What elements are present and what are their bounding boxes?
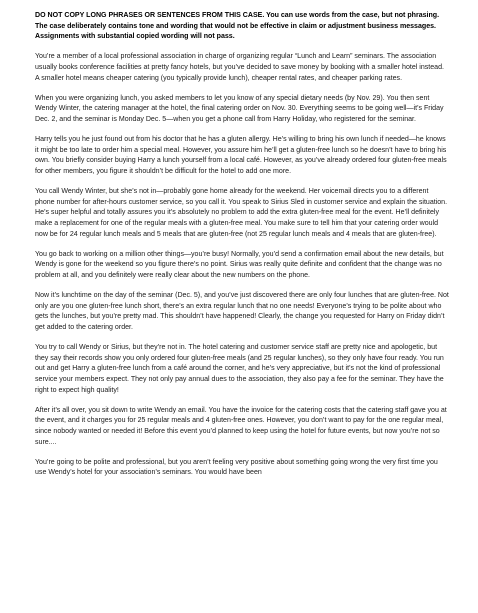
document-page	[35, 11, 449, 488]
paragraph-catering-order: When you were organizing lunch, you asked members to let you know of any special dietary needs (by Nov. 29). You then sent Wendy Winter, the catering manager at the hotel, the final catering order on Nov. 30. Everything seems to be going well—it’s Friday Dec. 2, and the seminar is Monday Dec. 5—when you get a phone call from Harry Holiday, who registered for the seminar.	[35, 94, 444, 123]
paragraph-no-confirmation: You go back to working on a million other things—you’re busy! Normally, you’d send a confirmation email about the new details, but Wendy is gone for the weekend so you figure there’s no point. Sirius was really quite definite and confident that the change was no problem at all, and you definitely were really clear about the new numbers on the phone.	[35, 250, 444, 279]
paragraph-setting: You’re a member of a local professional association in charge of organizing regular “Lunch and Learn” seminars. The association usually books conference facilities at pretty fancy hotels, but you’ve decided to save money by booking with a smaller hotel instead. A smaller hotel means cheaper catering (you typically provide lunch), cheaper rental rates, and cheaper parking rates.	[35, 53, 444, 82]
copy-warning-notice: DO NOT COPY LONG PHRASES OR SENTENCES FROM THIS CASE. You can use words from the case, but not phrasing. The case deliberately contains tone and wording that would not be effective in claim or adjustment business messages. Assignments with substantial copied wording will not pass.	[35, 12, 440, 41]
paragraph-harry-allergy: Harry tells you he just found out from his doctor that he has a gluten allergy. He’s willing to bring his own lunch if needed—he knows it might be too late to order him a special meal. However, you assure him he’ll get a gluten-free lunch so he doesn’t have to bring his own. You briefly consider buying Harry a lunch yourself from a local café. However, as you’ve already ordered four gluten-free meals for other members, you figure it shouldn’t be difficult for the hotel to add one more.	[35, 135, 447, 175]
paragraph-invoice: After it’s all over, you sit down to write Wendy an email. You have the invoice for the catering costs that the catering staff gave you at the event, and it charges you for 25 regular meals and 4 gluten-free ones. However, you don’t want to pay for the one regular meal, since nobody wanted or needed it! Before this event you’d planned to keep using the hotel for future events, but now you’re not so sure....	[35, 406, 447, 446]
paragraph-call-sirius: You call Wendy Winter, but she’s not in—probably gone home already for the weekend. Her voicemail directs you to a different phone number for after-hours customer service, so you call it. You speak to Sirius Sled in customer service and explain the situation. He’s super helpful and totally assures you it’s absolutely no problem to add the extra gluten-free meal for the event. He’ll definitely make a replacement for one of the regular meals with a gluten-free meal. You make sure to tell him that your catering order would now be for 24 regular lunch meals and 5 meals that are gluten-free (not 25 regular lunch meals and 4 meals that are gluten-free).	[35, 187, 448, 238]
paragraph-closing: You’re going to be polite and professional, but you aren’t feeling very positive about something going wrong the very first time you use Wendy’s hotel for your association’s seminars. You would have been	[35, 458, 438, 477]
paragraph-lunch-shortage: Now it’s lunchtime on the day of the seminar (Dec. 5), and you’ve just discovered there are only four lunches that are gluten-free. Not only are you one gluten-free lunch short, there’s an extra regular lunch that no one needs! Everyone’s trying to be polite about who gets the lunches, but you’re pretty mad. This shouldn’t have happened! Clearly, the change you requested for Harry on Friday didn’t get added to the catering order.	[35, 291, 449, 331]
paragraph-hotel-response: You try to call Wendy or Sirius, but they’re not in. The hotel catering and customer service staff are pretty nice and apologetic, but they say their records show you only ordered four gluten-free meals (and 25 regular lunches), so they only have four ready. You run out and get Harry a gluten-free lunch from a café around the corner, and he’s very appreciative, but it’s not the kind of professional service your members expect. They not only pay annual dues to the association, they also pay a fee for the seminar. They have the right to expect high quality!	[35, 343, 444, 394]
